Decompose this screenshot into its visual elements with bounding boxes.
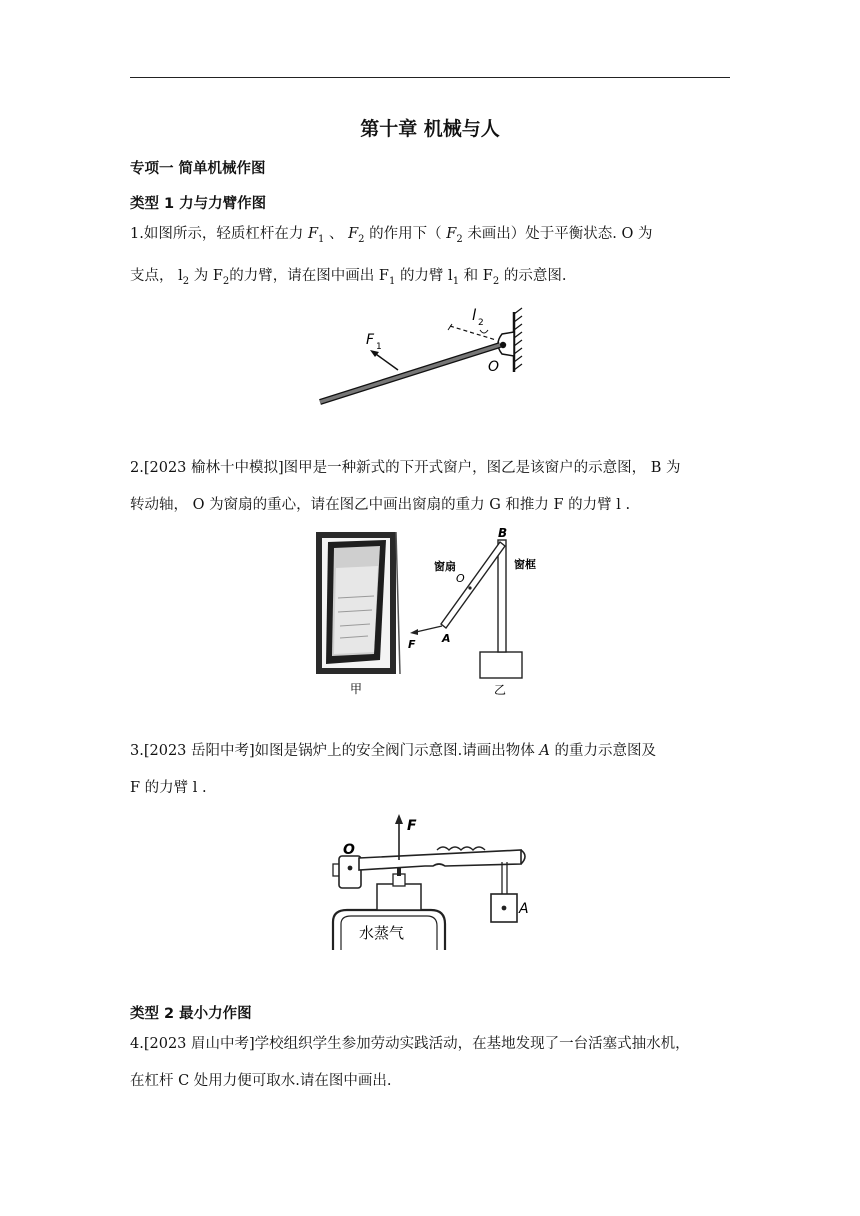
label-steam: 水蒸气 <box>359 924 405 942</box>
window-frame <box>498 540 506 652</box>
figure-1-lever <box>300 300 540 415</box>
question-2-line-1: 2.[2023 榆林十中模拟]图甲是一种新式的下开式窗户，图乙是该窗户的示意图， B 为 <box>130 460 681 476</box>
question-4-line-1: 4.[2023 眉山中考]学校组织学生参加劳动实践活动，在基地发现了一台活塞式抽水机， <box>130 1036 690 1052</box>
window-photo <box>316 532 400 674</box>
window-sash <box>441 542 505 628</box>
question-2-line-2: 转动轴， O 为窗扇的重心，请在图乙中画出窗扇的重力 G 和推力 F 的力臂 l . <box>130 497 631 513</box>
label-f2: F <box>408 638 416 651</box>
question-3-line-2: F 的力臂 l . <box>130 780 207 796</box>
pivot-o <box>500 342 506 348</box>
question-3-line-1: 3.[2023 岳阳中考]如图是锅炉上的安全阀门示意图.请画出物体 A 的重力示意图及 <box>130 743 656 759</box>
question-2 <box>130 450 735 524</box>
type1-heading: 类型 1 力与力臂作图 <box>130 196 267 212</box>
label-l2: l <box>472 306 477 324</box>
question-4 <box>130 1026 735 1100</box>
header-rule <box>130 77 730 78</box>
valve-lever <box>359 850 521 870</box>
label-frame: 窗框 <box>514 558 536 571</box>
label-sash: 窗扇 <box>434 560 456 573</box>
question-1-line-2: 支点， $l_2$ 为 $F_2$的力臂，请在图中画出 $F_1$ 的力臂 $l_1$ 和 $F_2$ 的示意图. <box>130 267 567 287</box>
svg-text:2: 2 <box>478 318 484 328</box>
label-b: B <box>498 526 508 540</box>
question-4-line-2: 在杠杆 C 处用力便可取水.请在图中画出. <box>130 1073 392 1089</box>
topic-heading: 专项一 简单机械作图 <box>130 161 266 177</box>
figure-2-window <box>310 528 570 700</box>
chapter-title: 第十章 机械与人 <box>360 118 500 140</box>
label-a: A <box>442 632 451 645</box>
question-1-line-1: 1.如图所示，轻质杠杆在力 $F_1$ 、 $F_2$ 的作用下（ $F_2$ 未画出）处于平衡状态. O 为 <box>130 226 653 245</box>
question-1 <box>130 216 735 300</box>
caption-jia: 甲 <box>350 682 363 696</box>
label-f1: F <box>366 332 375 348</box>
label-o2: O <box>456 572 465 585</box>
label-a3: A <box>519 901 529 917</box>
caption-yi: 乙 <box>494 683 507 697</box>
label-o3: O <box>343 842 355 858</box>
label-o: O <box>488 359 500 375</box>
figure-3-safety-valve <box>325 812 535 952</box>
question-3 <box>130 733 735 807</box>
label-f3: F <box>407 818 417 834</box>
svg-text:1: 1 <box>376 342 382 352</box>
type2-heading: 类型 2 最小力作图 <box>130 1006 252 1022</box>
